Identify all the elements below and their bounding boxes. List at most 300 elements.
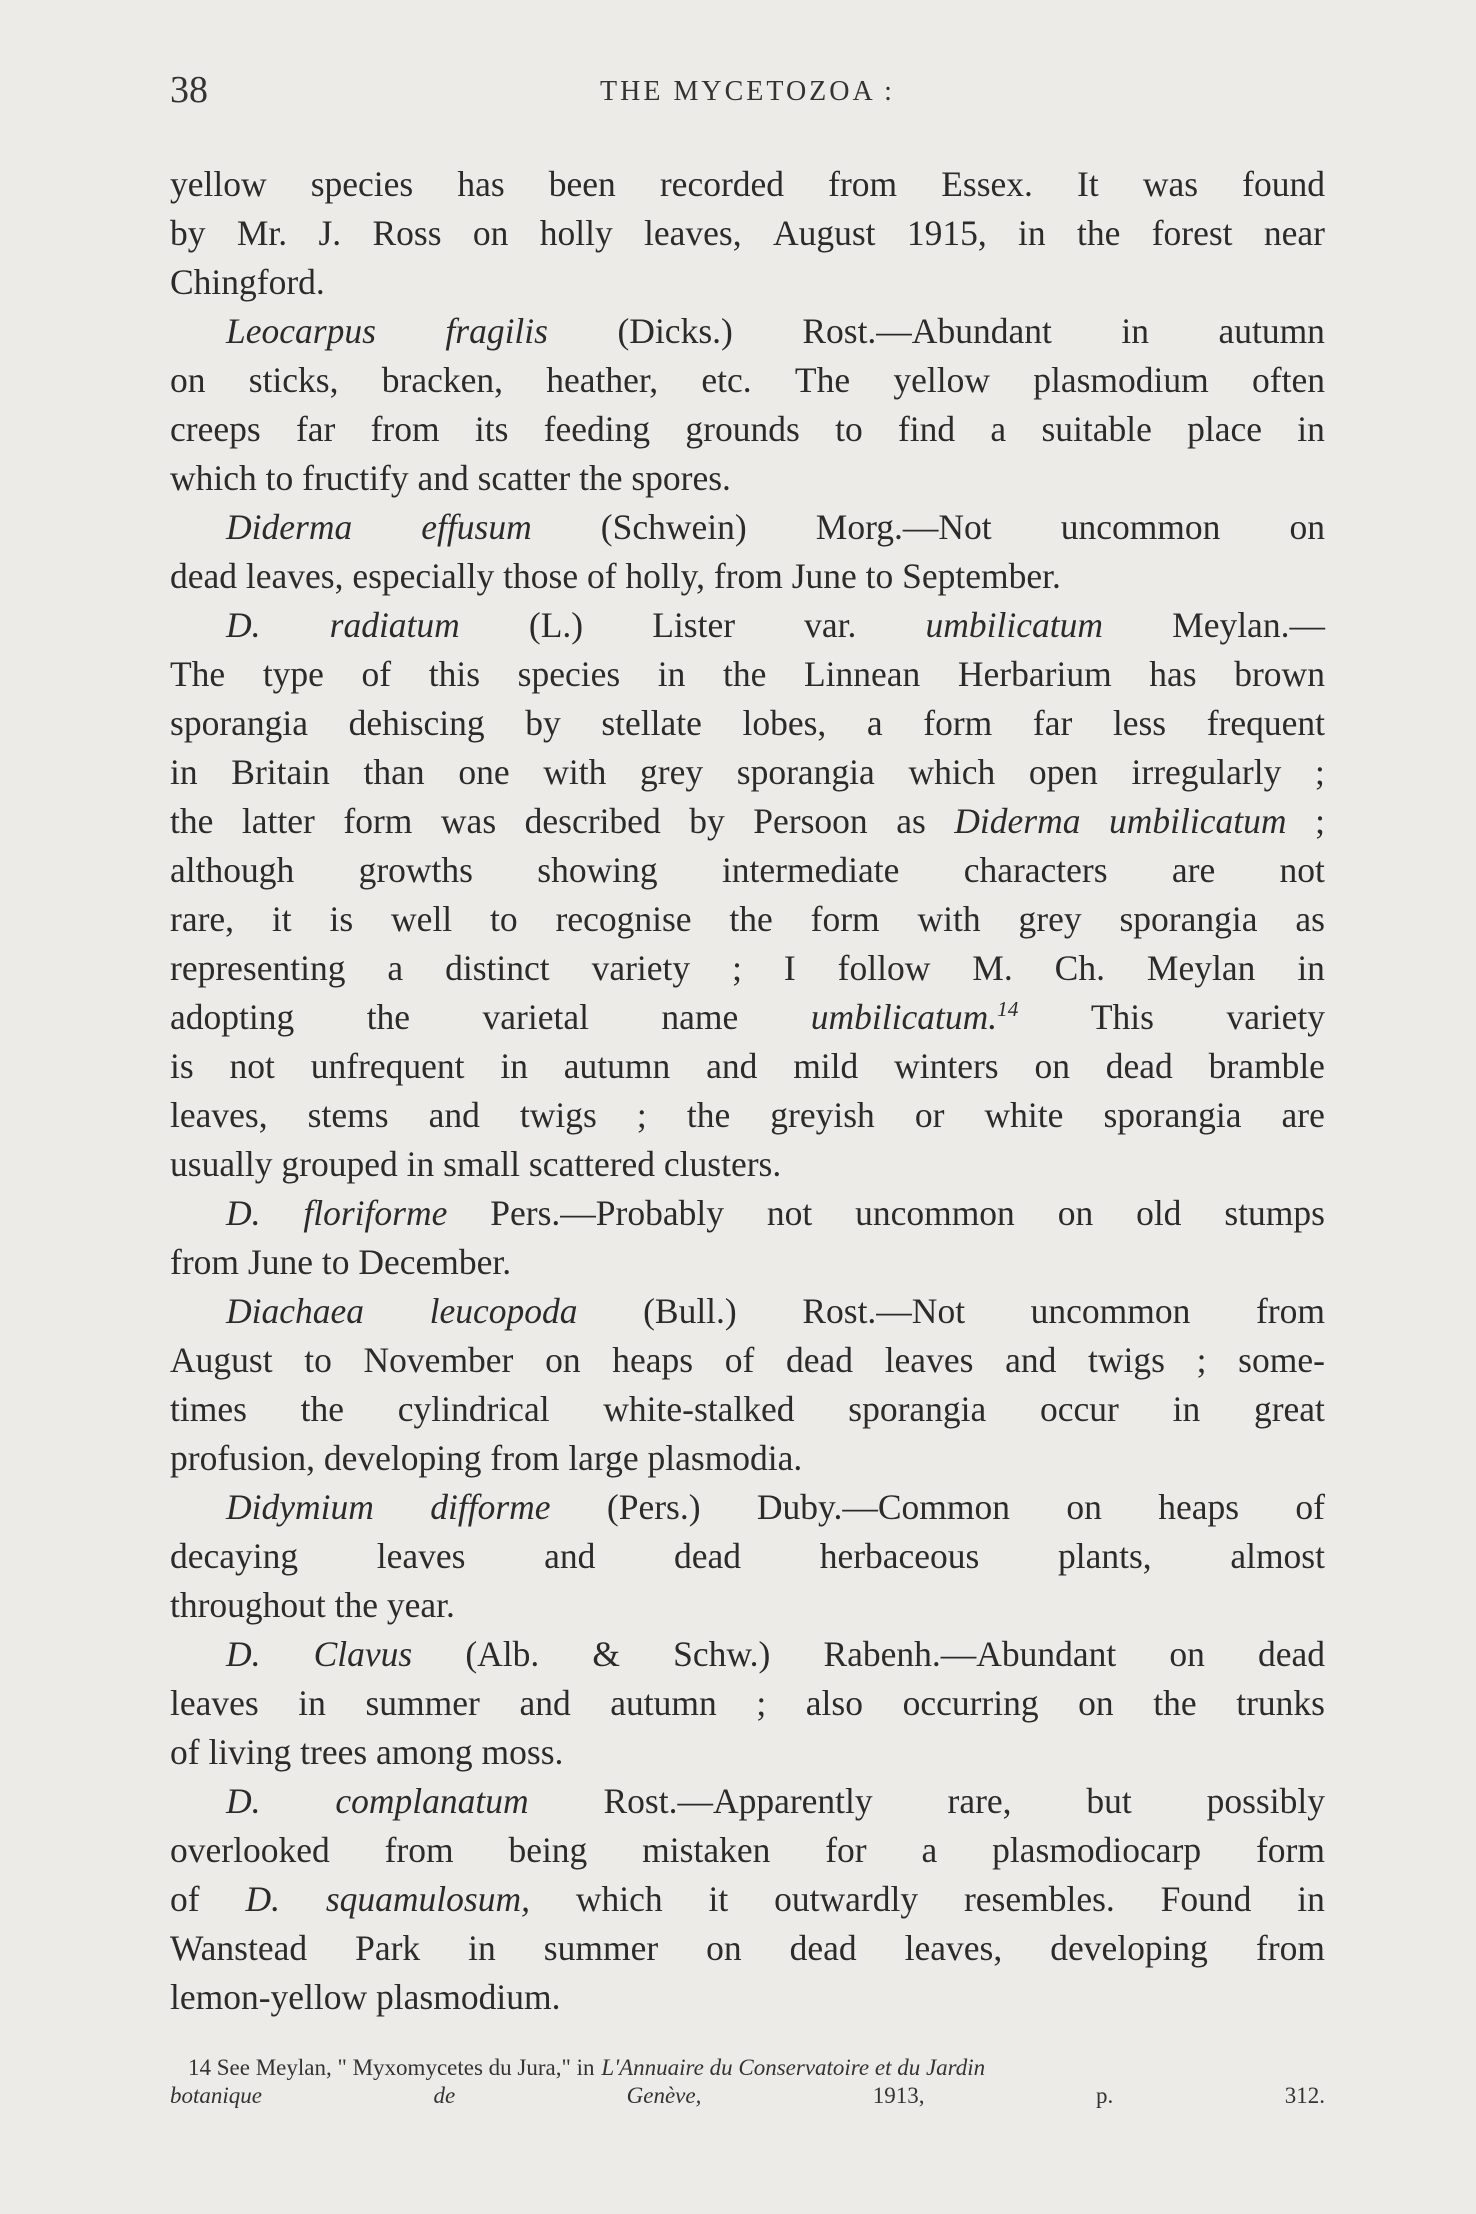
word: winters bbox=[894, 1046, 999, 1086]
text-line bbox=[170, 650, 1325, 699]
text-segment: which to fructify and scatter the spores. bbox=[170, 458, 731, 498]
word: heaps bbox=[612, 1340, 694, 1380]
word: yellow bbox=[170, 164, 267, 204]
word: of bbox=[1295, 1487, 1325, 1527]
word: ; bbox=[1315, 752, 1325, 792]
word: well bbox=[391, 899, 453, 939]
text-line bbox=[170, 944, 1325, 993]
italic-word: Diderma bbox=[954, 801, 1081, 841]
word: from bbox=[828, 164, 898, 204]
word: to bbox=[490, 899, 518, 939]
word: sporangia bbox=[848, 1389, 987, 1429]
italic-word: Genève, bbox=[626, 2083, 702, 2108]
word: Wanstead bbox=[170, 1928, 308, 1968]
word: leaves bbox=[884, 1340, 974, 1380]
word: occurring bbox=[902, 1683, 1039, 1723]
word: white bbox=[984, 1095, 1064, 1135]
word: far bbox=[295, 409, 336, 449]
word: and bbox=[706, 1046, 758, 1086]
word: name bbox=[661, 997, 739, 1037]
word: developing bbox=[1050, 1928, 1208, 1968]
word: Rabenh.—Abundant bbox=[823, 1634, 1117, 1674]
text-line bbox=[170, 1483, 1325, 1532]
word: on bbox=[1289, 507, 1325, 547]
word: rare, bbox=[170, 899, 235, 939]
word: autumn bbox=[1218, 311, 1325, 351]
text-line bbox=[170, 1091, 1325, 1140]
word: (Schwein) bbox=[600, 507, 747, 547]
word: distinct bbox=[445, 948, 550, 988]
word: grounds bbox=[685, 409, 800, 449]
text-line bbox=[170, 1532, 1325, 1581]
word: overlooked bbox=[170, 1830, 330, 1870]
word: This bbox=[1090, 997, 1154, 1037]
word: bracken, bbox=[381, 360, 503, 400]
text-line bbox=[170, 307, 1325, 356]
word: from bbox=[1255, 1928, 1325, 1968]
word: Found bbox=[1160, 1879, 1252, 1919]
word: type bbox=[262, 654, 324, 694]
word: sporangia bbox=[170, 703, 309, 743]
text-line bbox=[170, 1826, 1325, 1875]
word: of bbox=[170, 1879, 200, 1919]
text-segment: usually grouped in small scattered clusters. bbox=[170, 1144, 782, 1184]
word: rare, bbox=[947, 1781, 1012, 1821]
text-line bbox=[170, 356, 1325, 405]
word: is bbox=[170, 1046, 194, 1086]
word: from bbox=[370, 409, 440, 449]
word: near bbox=[1263, 213, 1325, 253]
word: dehiscing bbox=[348, 703, 485, 743]
word: Lister bbox=[652, 605, 736, 645]
word: by bbox=[689, 801, 725, 841]
word: uncommon bbox=[1030, 1291, 1191, 1331]
word: (Dicks.) bbox=[617, 311, 733, 351]
word: described bbox=[524, 801, 661, 841]
italic-word: D. bbox=[226, 1193, 261, 1233]
word: form bbox=[343, 801, 413, 841]
word: on bbox=[1057, 1193, 1094, 1233]
word: of bbox=[361, 654, 392, 694]
word: ; bbox=[732, 948, 742, 988]
word: open bbox=[1028, 752, 1098, 792]
word: November bbox=[363, 1340, 514, 1380]
italic-text: L'Annuaire du Conservatoire et du Jardin bbox=[601, 2055, 986, 2080]
word: for bbox=[825, 1830, 867, 1870]
word: leaves, bbox=[644, 213, 742, 253]
word: has bbox=[457, 164, 505, 204]
italic-word: complanatum bbox=[335, 1781, 529, 1821]
word: cylindrical bbox=[397, 1389, 550, 1429]
word: mistaken bbox=[642, 1830, 771, 1870]
text-line bbox=[170, 1679, 1325, 1728]
word: Herbarium bbox=[957, 654, 1112, 694]
word: in bbox=[1297, 409, 1325, 449]
word: plasmodium bbox=[1033, 360, 1209, 400]
word: are bbox=[1281, 1095, 1325, 1135]
word: place bbox=[1187, 409, 1263, 449]
word: follow bbox=[837, 948, 931, 988]
word: not bbox=[766, 1193, 813, 1233]
word: on bbox=[1169, 1634, 1205, 1674]
word: is bbox=[329, 899, 354, 939]
word: in bbox=[657, 654, 686, 694]
word: Britain bbox=[231, 752, 330, 792]
word: lobes, bbox=[742, 703, 827, 743]
word: the bbox=[300, 1389, 345, 1429]
word: irregularly bbox=[1131, 752, 1282, 792]
word: on bbox=[472, 213, 509, 253]
word: summer bbox=[543, 1928, 659, 1968]
word: variety bbox=[1226, 997, 1325, 1037]
word: with bbox=[917, 899, 981, 939]
word: leaves bbox=[170, 1683, 259, 1723]
word: intermediate bbox=[721, 850, 900, 890]
italic-word: fragilis bbox=[445, 311, 548, 351]
word: Rost.—Not bbox=[802, 1291, 966, 1331]
word: herbaceous bbox=[819, 1536, 980, 1576]
word: species bbox=[517, 654, 621, 694]
word: dead bbox=[789, 1928, 857, 1968]
word: twigs bbox=[1088, 1340, 1165, 1380]
word: but bbox=[1086, 1781, 1132, 1821]
text-line bbox=[170, 552, 1325, 601]
word: a bbox=[921, 1830, 938, 1870]
word: August bbox=[772, 213, 876, 253]
word: also bbox=[805, 1683, 863, 1723]
footnote-marker: 14 bbox=[997, 997, 1019, 1022]
page-header bbox=[170, 68, 1325, 118]
word: Morg.—Not bbox=[815, 507, 992, 547]
word: and bbox=[1005, 1340, 1057, 1380]
word: 312. bbox=[1284, 2083, 1325, 2108]
word: Rost.—Abundant bbox=[802, 311, 1052, 351]
word: old bbox=[1136, 1193, 1182, 1233]
word: Rost.—Apparently bbox=[603, 1781, 873, 1821]
text-line bbox=[170, 993, 1325, 1042]
word: characters bbox=[963, 850, 1108, 890]
word: adopting bbox=[170, 997, 295, 1037]
word: creeps bbox=[170, 409, 261, 449]
text-line bbox=[170, 797, 1325, 846]
word: dead bbox=[1257, 1634, 1325, 1674]
word: which bbox=[575, 1879, 663, 1919]
word: Park bbox=[355, 1928, 421, 1968]
text-line bbox=[170, 405, 1325, 454]
word: by bbox=[170, 213, 206, 253]
word: some- bbox=[1238, 1340, 1325, 1380]
word: leaves, bbox=[170, 1095, 268, 1135]
word: bramble bbox=[1208, 1046, 1325, 1086]
word: in bbox=[500, 1046, 528, 1086]
word: varietal bbox=[482, 997, 589, 1037]
italic-word: umbilicatum bbox=[925, 605, 1104, 645]
word: in bbox=[298, 1683, 326, 1723]
word: the bbox=[1153, 1683, 1197, 1723]
text-line bbox=[170, 1630, 1325, 1679]
text-line bbox=[170, 748, 1325, 797]
word: (Alb. bbox=[465, 1634, 540, 1674]
text-line bbox=[170, 1924, 1325, 1973]
word: The bbox=[170, 654, 226, 694]
word: occur bbox=[1040, 1389, 1119, 1429]
text-line bbox=[170, 699, 1325, 748]
italic-word: D. bbox=[245, 1879, 280, 1919]
word: almost bbox=[1230, 1536, 1325, 1576]
text-line bbox=[170, 1581, 1325, 1630]
word: Persoon bbox=[753, 801, 868, 841]
footnote-line bbox=[170, 2054, 1325, 2082]
word: the bbox=[723, 654, 767, 694]
word: this bbox=[428, 654, 481, 694]
word: unfrequent bbox=[310, 1046, 465, 1086]
word: from bbox=[1255, 1291, 1325, 1331]
word: on bbox=[706, 1928, 742, 1968]
running-title: THE MYCETOZOA : bbox=[600, 76, 895, 107]
word: p. bbox=[1095, 2083, 1114, 2108]
word: The bbox=[794, 360, 851, 400]
word: & bbox=[592, 1634, 620, 1674]
text-line bbox=[170, 601, 1325, 650]
word: (L.) bbox=[528, 605, 584, 645]
text-line bbox=[170, 1042, 1325, 1091]
text-line bbox=[170, 1238, 1325, 1287]
word: grey bbox=[1018, 899, 1082, 939]
word: with bbox=[543, 752, 607, 792]
word: 1913, bbox=[872, 2083, 925, 2108]
word: not bbox=[229, 1046, 275, 1086]
word: autumn bbox=[610, 1683, 717, 1723]
text-line bbox=[170, 846, 1325, 895]
word: dead bbox=[674, 1536, 742, 1576]
word: Linnean bbox=[803, 654, 921, 694]
word: which bbox=[908, 752, 996, 792]
word: dead bbox=[786, 1340, 854, 1380]
word: stems bbox=[307, 1095, 389, 1135]
italic-word: Didymium bbox=[226, 1487, 374, 1527]
word: by bbox=[525, 703, 561, 743]
text-segment: profusion, developing from large plasmodia. bbox=[170, 1438, 803, 1478]
word: the bbox=[170, 801, 214, 841]
word: ; bbox=[1315, 801, 1325, 841]
word: on bbox=[545, 1340, 581, 1380]
word: being bbox=[508, 1830, 588, 1870]
word: feeding bbox=[543, 409, 651, 449]
word: heather, bbox=[546, 360, 659, 400]
word: far bbox=[1032, 703, 1073, 743]
text-line bbox=[170, 1434, 1325, 1483]
word: and bbox=[519, 1683, 571, 1723]
text-line bbox=[170, 1385, 1325, 1434]
word: ; bbox=[1196, 1340, 1207, 1380]
text-line bbox=[170, 1287, 1325, 1336]
word: in bbox=[1297, 1879, 1325, 1919]
word: it bbox=[271, 899, 292, 939]
word: ; bbox=[636, 1095, 647, 1135]
word: in bbox=[468, 1928, 496, 1968]
word: stellate bbox=[601, 703, 702, 743]
word: Meylan bbox=[1146, 948, 1256, 988]
text-line bbox=[170, 895, 1325, 944]
page-number: 38 bbox=[170, 69, 208, 111]
italic-word: botanique bbox=[170, 2083, 262, 2108]
word: of bbox=[724, 1340, 755, 1380]
word: on bbox=[1078, 1683, 1114, 1723]
word: Meylan.— bbox=[1172, 605, 1325, 645]
word: sporangia bbox=[1119, 899, 1258, 939]
word: as bbox=[1295, 899, 1325, 939]
word: dead bbox=[1105, 1046, 1173, 1086]
text-line bbox=[170, 1336, 1325, 1385]
word: from bbox=[384, 1830, 454, 1870]
text-line bbox=[170, 160, 1325, 209]
word: possibly bbox=[1206, 1781, 1325, 1821]
word: etc. bbox=[701, 360, 752, 400]
word: the bbox=[366, 997, 411, 1037]
word: Mr. bbox=[236, 213, 288, 253]
word: and bbox=[544, 1536, 596, 1576]
word: leaves bbox=[376, 1536, 466, 1576]
word: brown bbox=[1234, 654, 1325, 694]
word: uncommon bbox=[1060, 507, 1221, 547]
italic-word: squamulosum, bbox=[325, 1879, 530, 1919]
word: times bbox=[170, 1389, 247, 1429]
italic-word: Clavus bbox=[313, 1634, 413, 1674]
text-segment: lemon-yellow plasmodium. bbox=[170, 1977, 561, 2017]
word: found bbox=[1242, 164, 1325, 204]
word: form bbox=[810, 899, 880, 939]
word: twigs bbox=[519, 1095, 597, 1135]
word: frequent bbox=[1206, 703, 1325, 743]
word: its bbox=[474, 409, 509, 449]
text-line bbox=[170, 1189, 1325, 1238]
italic-word: difforme bbox=[430, 1487, 551, 1527]
word: trunks bbox=[1236, 1683, 1325, 1723]
word: it bbox=[708, 1879, 729, 1919]
italic-word: D. bbox=[226, 605, 261, 645]
word: a bbox=[866, 703, 883, 743]
word: form bbox=[1255, 1830, 1325, 1870]
word: on bbox=[170, 360, 206, 400]
word: Duby.—Common bbox=[756, 1487, 1011, 1527]
word: white-stalked bbox=[603, 1389, 795, 1429]
word: in bbox=[1172, 1389, 1201, 1429]
footnote bbox=[170, 2054, 1325, 2110]
word: stumps bbox=[1224, 1193, 1325, 1233]
word: latter bbox=[241, 801, 315, 841]
word: to bbox=[835, 409, 863, 449]
word: I bbox=[783, 948, 796, 988]
word: heaps bbox=[1158, 1487, 1240, 1527]
word: decaying bbox=[170, 1536, 299, 1576]
italic-word: D. bbox=[226, 1634, 261, 1674]
word: mild bbox=[793, 1046, 859, 1086]
text-line bbox=[170, 1973, 1325, 2022]
word: forest bbox=[1151, 213, 1233, 253]
text-line bbox=[170, 1875, 1325, 1924]
word: greyish bbox=[770, 1095, 875, 1135]
word: summer bbox=[365, 1683, 480, 1723]
word: less bbox=[1112, 703, 1167, 743]
word: are bbox=[1171, 850, 1216, 890]
word: although bbox=[170, 850, 295, 890]
word: find bbox=[897, 409, 956, 449]
word: resembles. bbox=[963, 1879, 1115, 1919]
word: or bbox=[914, 1095, 945, 1135]
word: has bbox=[1149, 654, 1197, 694]
word: was bbox=[440, 801, 497, 841]
italic-word: leucopoda bbox=[429, 1291, 578, 1331]
text-line bbox=[170, 454, 1325, 503]
word: the bbox=[1077, 213, 1121, 253]
word: and bbox=[428, 1095, 480, 1135]
word: August bbox=[170, 1340, 273, 1380]
word: holly bbox=[539, 213, 613, 253]
word: as bbox=[896, 801, 926, 841]
italic-word: D. bbox=[226, 1781, 261, 1821]
word: sporangia bbox=[736, 752, 875, 792]
italic-word: floriforme bbox=[303, 1193, 448, 1233]
word: in bbox=[1018, 213, 1046, 253]
word: sticks, bbox=[248, 360, 339, 400]
word: than bbox=[363, 752, 425, 792]
word: one bbox=[458, 752, 510, 792]
word: a bbox=[990, 409, 1007, 449]
word: recognise bbox=[555, 899, 692, 939]
italic-word: umbilicatum.$^{14}$ bbox=[810, 997, 1019, 1037]
italic-word: Leocarpus bbox=[226, 311, 376, 351]
word: growths bbox=[358, 850, 473, 890]
word: on bbox=[1034, 1046, 1070, 1086]
text-line bbox=[170, 503, 1325, 552]
word: ; bbox=[756, 1683, 767, 1723]
text-line bbox=[170, 1728, 1325, 1777]
word: Ch. bbox=[1054, 948, 1105, 988]
word: var. bbox=[804, 605, 857, 645]
italic-word: Diderma bbox=[226, 507, 353, 547]
footnote-line bbox=[170, 2082, 1325, 2110]
word: sporangia bbox=[1103, 1095, 1242, 1135]
word: autumn bbox=[563, 1046, 671, 1086]
text-segment: Chingford. bbox=[170, 262, 325, 302]
word: to bbox=[304, 1340, 332, 1380]
word: plants, bbox=[1058, 1536, 1152, 1576]
word: yellow bbox=[893, 360, 990, 400]
word: in bbox=[1297, 948, 1325, 988]
word: J. bbox=[318, 213, 342, 253]
word: not bbox=[1279, 850, 1325, 890]
word: Schw.) bbox=[673, 1634, 771, 1674]
word: in bbox=[1121, 311, 1149, 351]
word: uncommon bbox=[855, 1193, 1015, 1233]
word: Ross bbox=[372, 213, 442, 253]
text-line bbox=[170, 209, 1325, 258]
text-segment: of living trees among moss. bbox=[170, 1732, 564, 1772]
word: in bbox=[170, 752, 198, 792]
word: variety bbox=[591, 948, 691, 988]
word: Essex. bbox=[941, 164, 1033, 204]
text-line bbox=[170, 258, 1325, 307]
text-line bbox=[170, 1140, 1325, 1189]
word: been bbox=[548, 164, 616, 204]
word: the bbox=[686, 1095, 731, 1135]
word: great bbox=[1253, 1389, 1325, 1429]
text-segment: dead leaves, especially those of holly, from June to September. bbox=[170, 556, 1061, 596]
word: M. bbox=[972, 948, 1013, 988]
word: on bbox=[1066, 1487, 1102, 1527]
text-line bbox=[170, 1777, 1325, 1826]
word: species bbox=[310, 164, 414, 204]
